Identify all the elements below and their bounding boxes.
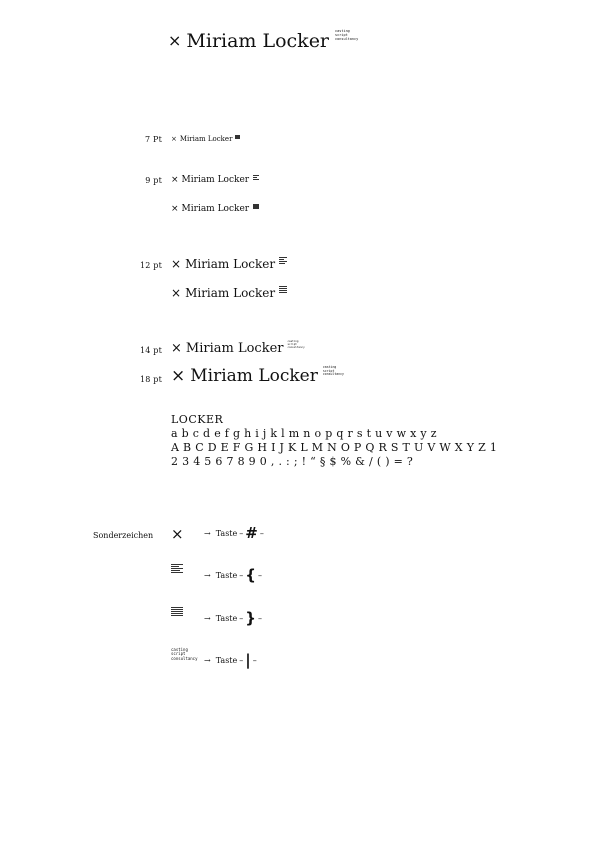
key-row-2: → Taste – { – [204, 566, 262, 584]
brand-name: Miriam Locker [181, 175, 250, 185]
lines-icon [279, 257, 287, 265]
block-icon [253, 204, 259, 210]
tagline-icon: casting script consultancy [171, 647, 198, 661]
logo-12pt-a [171, 257, 287, 271]
cross-icon: × [171, 341, 182, 356]
special-label: Sonderzeichen [93, 531, 154, 540]
size-label-12: 12 pt [139, 261, 162, 270]
cross-icon: × [168, 31, 182, 50]
logo-9pt-a [171, 175, 259, 185]
cross-icon: × [171, 204, 179, 214]
cross-icon: × [171, 525, 184, 543]
lines-icon [171, 564, 183, 574]
size-label-9: 9 pt [145, 176, 162, 185]
block-icon [279, 286, 287, 294]
logo-14pt [171, 341, 305, 356]
size-label-14: 14 pt [139, 346, 162, 355]
brand-name: Miriam Locker [185, 341, 284, 356]
key-hash: # [245, 524, 258, 542]
tagline-icon: casting script consultancy [287, 340, 305, 349]
key-row-3: → Taste – } – [204, 609, 262, 627]
key-row-1: → Taste – # – [204, 524, 264, 542]
brand-name: Miriam Locker [179, 135, 233, 143]
brand-name: Miriam Locker [185, 286, 276, 300]
logo-7pt [171, 135, 240, 143]
cross-icon: × [171, 257, 182, 271]
cross-icon: × [171, 286, 182, 300]
alphabet-digits: 2 3 4 5 6 7 8 9 0 , . : ; ! “ § $ % & / ( ) = ? [171, 455, 414, 468]
key-pipe: | [245, 651, 251, 669]
tagline-icon: casting script consultancy [322, 365, 344, 376]
cross-icon: × [171, 175, 179, 185]
logo-12pt-b [171, 286, 287, 300]
cross-icon: × [171, 135, 177, 143]
header-logo [168, 30, 358, 52]
brand-name: Miriam Locker [186, 30, 330, 52]
key-row-4: → Taste – | – [204, 651, 257, 669]
alphabet-word: LOCKER [171, 413, 224, 426]
size-label-18: 18 pt [139, 375, 162, 384]
lines-icon [253, 175, 259, 181]
alphabet-upper: A B C D E F G H I J K L M N O P Q R S T U V W X Y Z 1 [171, 441, 498, 454]
block-icon [171, 607, 183, 617]
cross-icon: × [171, 366, 186, 386]
brand-name: Miriam Locker [181, 204, 250, 214]
key-brace-close: } [245, 609, 256, 627]
logo-18pt [171, 366, 344, 387]
tagline-icon: casting script consultancy [335, 29, 359, 41]
logo-9pt-b [171, 204, 259, 214]
block-icon [235, 135, 240, 140]
size-label-7: 7 Pt [144, 135, 162, 144]
key-brace-open: { [245, 566, 256, 584]
brand-name: Miriam Locker [185, 257, 276, 271]
alphabet-lower: a b c d e f g h i j k l m n o p q r s t u v w x y z [171, 427, 437, 440]
brand-name: Miriam Locker [190, 366, 318, 386]
alphabet-block [171, 413, 497, 469]
